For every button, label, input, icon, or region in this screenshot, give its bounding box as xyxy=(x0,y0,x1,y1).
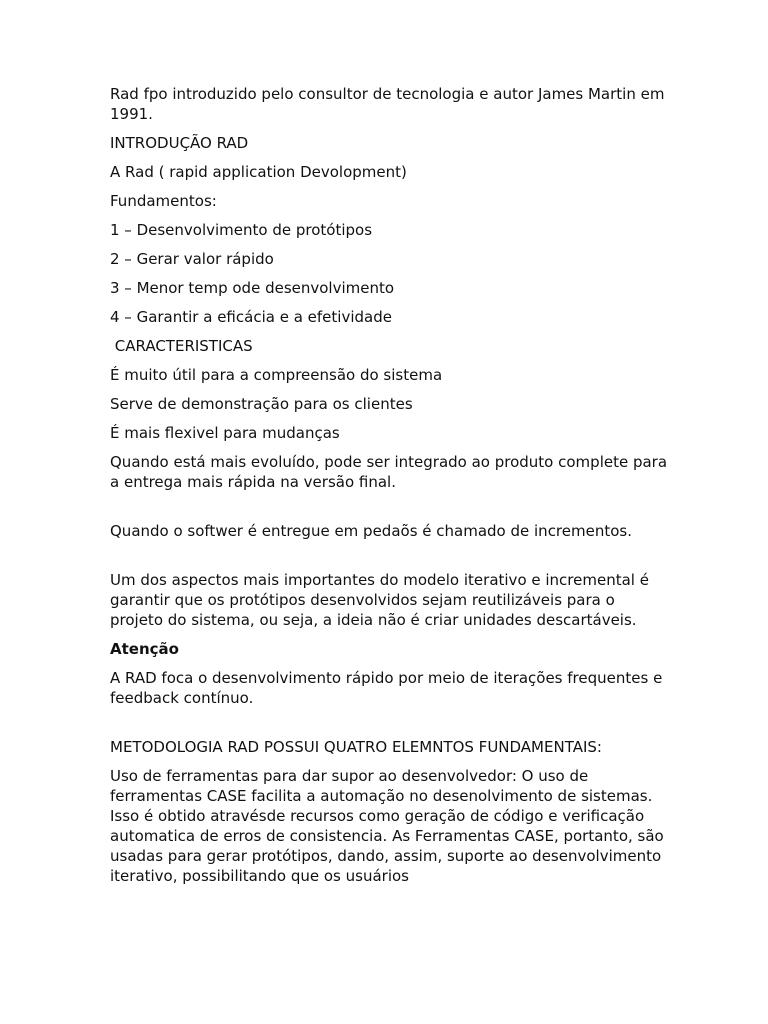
caracteristica-item: É mais flexivel para mudanças xyxy=(110,424,340,442)
section-heading-introducao: INTRODUÇÃO RAD xyxy=(110,134,249,152)
atencao-heading: Atenção xyxy=(110,640,179,658)
blank-line xyxy=(110,550,670,570)
incrementos-paragraph: Quando o softwer é entregue em pedaõs é chamado de incrementos. xyxy=(110,522,632,540)
caracteristica-item: É muito útil para a compreensão do sistema xyxy=(110,366,443,384)
ferramentas-paragraph: Uso de ferramentas para dar supor ao desenvolvedor: O uso de ferramentas CASE facilita a automação no desenolvimento de sistemas. Isso é obtido atravésde recursos como geração de código e verificação automatica de erros de consistencia. As Ferramentas CASE, portanto, são usadas para gerar protótipos, dando, assim, suporte ao desenvolvimento iterativo, possibilitando que os usuários xyxy=(110,767,669,885)
caracteristica-paragraph: Quando está mais evoluído, pode ser integrado ao produto complete para a entrega mais rápida na versão final. xyxy=(110,453,672,491)
rad-definition: A Rad ( rapid application Devolopment) xyxy=(110,163,407,181)
blank-line xyxy=(110,501,670,521)
blank-line xyxy=(110,717,670,737)
document-page xyxy=(110,84,670,895)
fundamento-item: 1 – Desenvolvimento de protótipos xyxy=(110,221,373,239)
caracteristica-item: Serve de demonstração para os clientes xyxy=(110,395,413,413)
fundamento-item: 4 – Garantir a eficácia e a efetividade xyxy=(110,308,392,326)
caracteristicas-heading: CARACTERISTICAS xyxy=(110,337,253,355)
intro-paragraph: Rad fpo introduzido pelo consultor de tecnologia e autor James Martin em 1991. xyxy=(110,85,670,123)
atencao-paragraph: A RAD foca o desenvolvimento rápido por meio de iterações frequentes e feedback contínuo. xyxy=(110,669,668,707)
iterativo-paragraph: Um dos aspectos mais importantes do modelo iterativo e incremental é garantir que os protótipos desenvolvidos sejam reutilizáveis para o projeto do sistema, ou seja, a ideia não é criar unidades descartáveis. xyxy=(110,571,654,629)
metodologia-heading: METODOLOGIA RAD POSSUI QUATRO ELEMNTOS FUNDAMENTAIS: xyxy=(110,738,602,756)
fundamentos-heading: Fundamentos: xyxy=(110,192,217,210)
fundamento-item: 3 – Menor temp ode desenvolvimento xyxy=(110,279,395,297)
fundamento-item: 2 – Gerar valor rápido xyxy=(110,250,274,268)
